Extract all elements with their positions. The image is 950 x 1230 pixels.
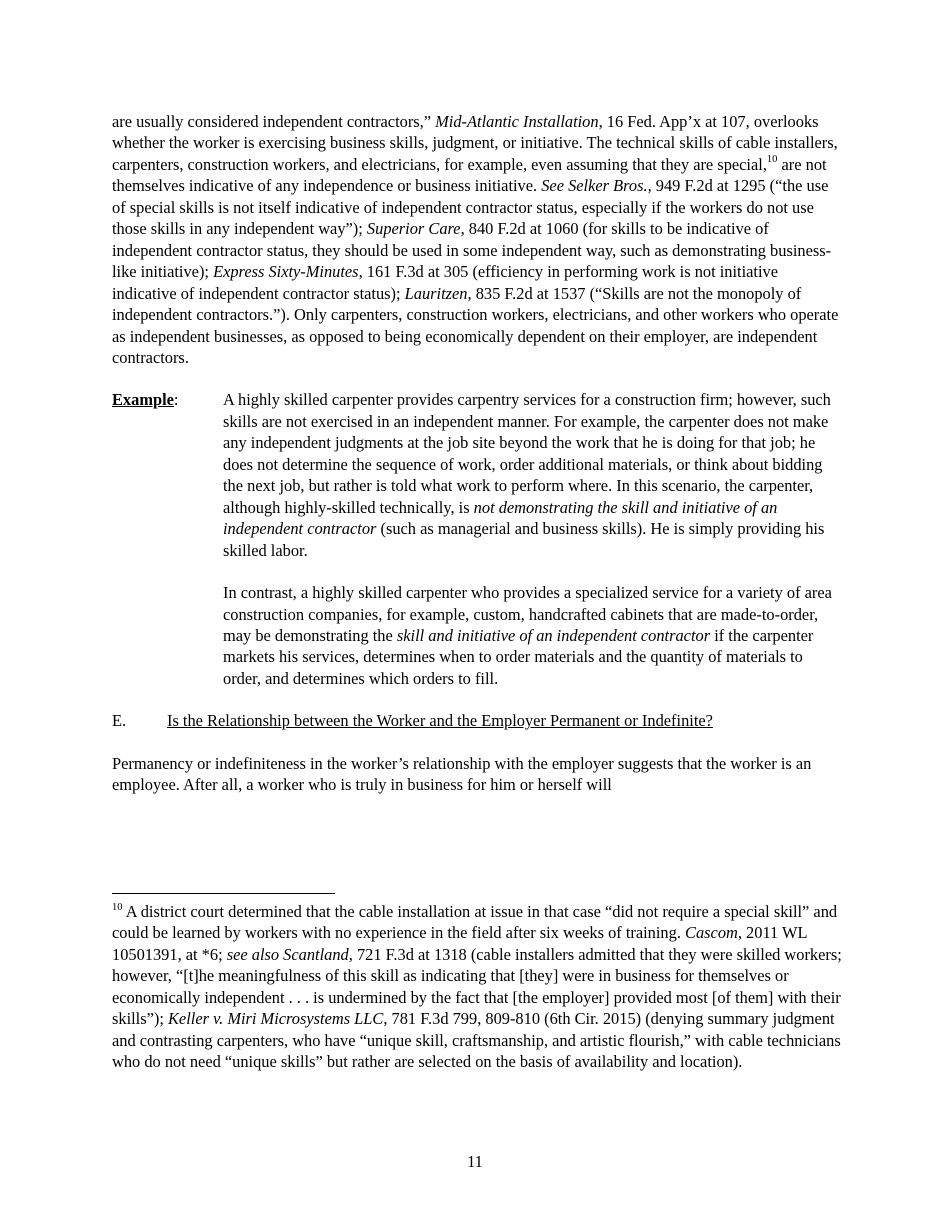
- case-citation: Keller v. Miri Microsystems LLC: [168, 1009, 384, 1029]
- example-paragraph-2: [223, 582, 842, 689]
- text-run: are not themselves indicative of any independence or business initiative.: [112, 154, 827, 196]
- text-run: , 949 F.2d at 1295 (“the use of special skills is not itself indicative of independent contractor status, especially if the workers do not use those skills in any independent way”);: [112, 176, 829, 239]
- footnote-separator: [112, 893, 335, 894]
- example-body: [223, 389, 842, 689]
- case-citation: Express Sixty-Minutes: [213, 262, 359, 282]
- example-block: [112, 389, 842, 689]
- text-run: , 840 F.2d at 1060 (for skills to be indicative of independent contractor status, they should be used in some independent way, such as demonstrating business-like initiative);: [112, 219, 832, 282]
- text-run: A highly skilled carpenter provides carpentry services for a construction firm; however, such skills are not exercised in an independent manner. For example, the carpenter does not make any independent judgments at the job site beyond the work that he is doing for that job; he does not determine the sequence of work, order additional materials, or think about bidding the next job, but rather is told what work to perform where. In this scenario, the carpenter, although highly-skilled technically, is: [223, 390, 831, 517]
- case-citation: Lauritzen: [404, 283, 468, 303]
- text-run: , 835 F.2d at 1537 (“Skills are not the monopoly of independent contractors.”). Only carpenters, construction workers, electricians, and other workers who operate as independent businesses, as opposed to being economically dependent on their employer, are independent contractors.: [112, 283, 839, 367]
- case-citation: Mid-Atlantic Installation: [435, 112, 599, 131]
- emphasis-text: not demonstrating the skill and initiative of an independent contractor: [223, 497, 778, 539]
- text-run: In contrast, a highly skilled carpenter who provides a specialized service for a variety of area construction companies, for example, custom, handcrafted cabinets that are made-to-order, may be demonstrating the: [223, 583, 832, 645]
- case-citation: Cascom: [685, 923, 738, 943]
- text-run: , 161 F.3d at 305 (efficiency in performing work is not initiative indicative of independent contractor status);: [112, 262, 779, 303]
- document-body: [112, 111, 842, 817]
- text-run: , 2011 WL 10501391, at *6;: [112, 923, 807, 964]
- case-citation: see also Scantland: [226, 944, 349, 964]
- text-run: , 721 F.3d at 1318 (cable installers admitted that they were skilled workers; however, “[t]he meaningfulness of this skill as indicating that [they] were in business for themselves or economically independent . . . is undermined by the fact that [the employer] provided most [of them] with their skills”);: [112, 944, 842, 1029]
- text-run: are usually considered independent contractors,”: [112, 112, 436, 131]
- body-paragraph-permanency: Permanency or indefiniteness in the worker’s relationship with the employer suggests that the worker is an employee. After all, a worker who is truly in business for him or herself will: [112, 753, 812, 795]
- example-paragraph-1: [223, 389, 842, 561]
- case-citation: See Selker Bros.: [541, 176, 648, 196]
- example-colon: :: [173, 390, 179, 410]
- example-label-text: Example: [112, 390, 174, 410]
- text-run: (such as managerial and business skills). He is simply providing his skilled labor.: [223, 519, 825, 560]
- text-run: A district court determined that the cable installation at issue in that case “did not require a special skill” and could be learned by workers with no experience in the field after six weeks of training.: [112, 902, 838, 943]
- section-number: E.: [112, 711, 127, 731]
- body-paragraph-skills: [112, 111, 842, 368]
- page-number: 11: [467, 1152, 483, 1171]
- text-run: if the carpenter markets his services, determines when to order materials and the quantity of materials to order, and determines which orders to fill.: [223, 625, 814, 688]
- text-run: , 16 Fed. App’x at 107, overlooks whether the worker is exercising business skills, judgment, or initiative. The technical skills of cable installers, carpenters, construction workers, and electricians, for example, even assuming that they are special,: [112, 112, 838, 174]
- footnote-marker: 10: [112, 901, 123, 913]
- example-label: [112, 389, 223, 689]
- footnote-10: [112, 901, 842, 1073]
- section-title: Is the Relationship between the Worker and the Employer Permanent or Indefinite?: [167, 711, 713, 731]
- text-run: , 781 F.3d 799, 809-810 (6th Cir. 2015) (denying summary judgment and contrasting carpenters, who have “unique skill, craftsmanship, and artistic flourish,” with cable technicians who do not need “unique skills” but rather are selected on the basis of availability and location).: [112, 1009, 841, 1072]
- case-citation: Superior Care: [366, 219, 461, 239]
- section-heading: [112, 710, 842, 731]
- footnote-reference[interactable]: 10: [766, 154, 778, 166]
- emphasis-text: skill and initiative of an independent contractor: [396, 625, 711, 645]
